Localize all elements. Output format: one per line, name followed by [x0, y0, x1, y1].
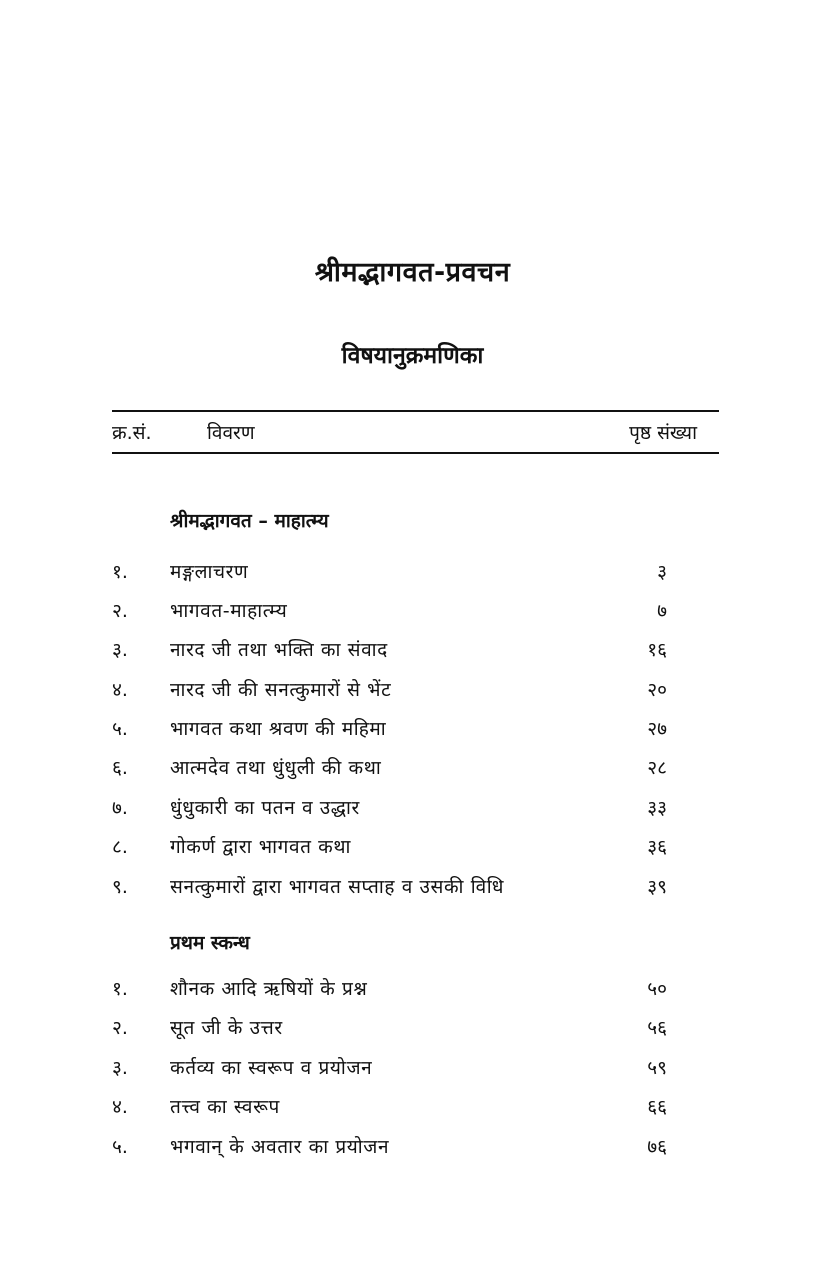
entry-title: सनत्कुमारों द्वारा भागवत सप्ताह व उसकी विधि	[170, 876, 504, 898]
entry-title: गोकर्ण द्वारा भागवत कथा	[170, 836, 352, 858]
entry-number: ५.	[112, 1136, 128, 1158]
list-item	[112, 754, 719, 786]
entry-page: ३९	[647, 876, 667, 898]
entry-title: धुंधुकारी का पतन व उद्धार	[170, 797, 360, 819]
header-description: विवरण	[207, 422, 255, 444]
entry-number: २.	[112, 1017, 128, 1039]
list-item	[112, 794, 719, 826]
section-heading: प्रथम स्कन्ध	[170, 932, 250, 954]
list-item	[112, 1093, 719, 1125]
entry-page: ७६	[647, 1136, 667, 1158]
entry-number: ३.	[112, 1057, 128, 1079]
list-item	[112, 597, 719, 629]
list-item	[112, 873, 719, 905]
list-item	[112, 636, 719, 668]
list-item	[112, 975, 719, 1007]
entry-page: २०	[647, 679, 667, 701]
entry-number: १.	[112, 978, 128, 1000]
entry-title: सूत जी के उत्तर	[170, 1017, 283, 1039]
entry-page: ६६	[647, 1096, 667, 1118]
entry-page: ७	[657, 600, 667, 622]
entry-number: ८.	[112, 836, 128, 858]
entry-page: ५९	[647, 1057, 667, 1079]
book-title: श्रीमद्भागवत-प्रवचन	[314, 257, 511, 288]
entry-title: तत्त्व का स्वरूप	[170, 1096, 280, 1118]
list-item	[112, 558, 719, 590]
entry-title: भागवत कथा श्रवण की महिमा	[170, 718, 387, 740]
list-item	[112, 833, 719, 865]
entry-number: ९.	[112, 876, 128, 898]
entry-page: ३	[657, 561, 667, 583]
index-title: विषयानुक्रमणिका	[341, 343, 484, 369]
entry-number: ४.	[112, 679, 128, 701]
entry-page: ३६	[647, 836, 667, 858]
entry-title: नारद जी तथा भक्ति का संवाद	[170, 639, 388, 661]
list-item	[112, 1133, 719, 1165]
entry-title: कर्तव्य का स्वरूप व प्रयोजन	[170, 1057, 373, 1079]
list-item	[112, 1054, 719, 1086]
list-item	[112, 676, 719, 708]
header-page: पृष्ठ संख्या	[629, 422, 697, 444]
entry-page: ३३	[647, 797, 667, 819]
entry-title: भगवान् के अवतार का प्रयोजन	[170, 1136, 390, 1158]
entry-page: २७	[647, 718, 667, 740]
table-header	[112, 419, 719, 449]
entry-number: १.	[112, 561, 128, 583]
entry-title: भागवत-माहात्म्य	[170, 600, 288, 622]
list-item	[112, 715, 719, 747]
entry-number: ४.	[112, 1096, 128, 1118]
list-item	[112, 1014, 719, 1046]
entry-page: ५०	[647, 978, 667, 1000]
section-heading: श्रीमद्भागवत – माहात्म्य	[170, 510, 329, 532]
entry-page: १६	[647, 639, 667, 661]
entry-number: ३.	[112, 639, 128, 661]
header-serial: क्र.सं.	[112, 422, 152, 444]
entry-page: ५६	[647, 1017, 667, 1039]
entry-title: आत्मदेव तथा धुंधुली की कथा	[170, 757, 382, 779]
entry-title: नारद जी की सनत्कुमारों से भेंट	[170, 679, 392, 701]
entry-title: शौनक आदि ऋषियों के प्रश्न	[170, 978, 368, 1000]
table-bottom-rule	[112, 452, 719, 454]
entry-number: २.	[112, 600, 128, 622]
entry-page: २८	[647, 757, 667, 779]
entry-number: ६.	[112, 757, 128, 779]
entry-number: ५.	[112, 718, 128, 740]
entry-title: मङ्गलाचरण	[170, 561, 249, 583]
table-top-rule	[112, 410, 719, 412]
entry-number: ७.	[112, 797, 128, 819]
